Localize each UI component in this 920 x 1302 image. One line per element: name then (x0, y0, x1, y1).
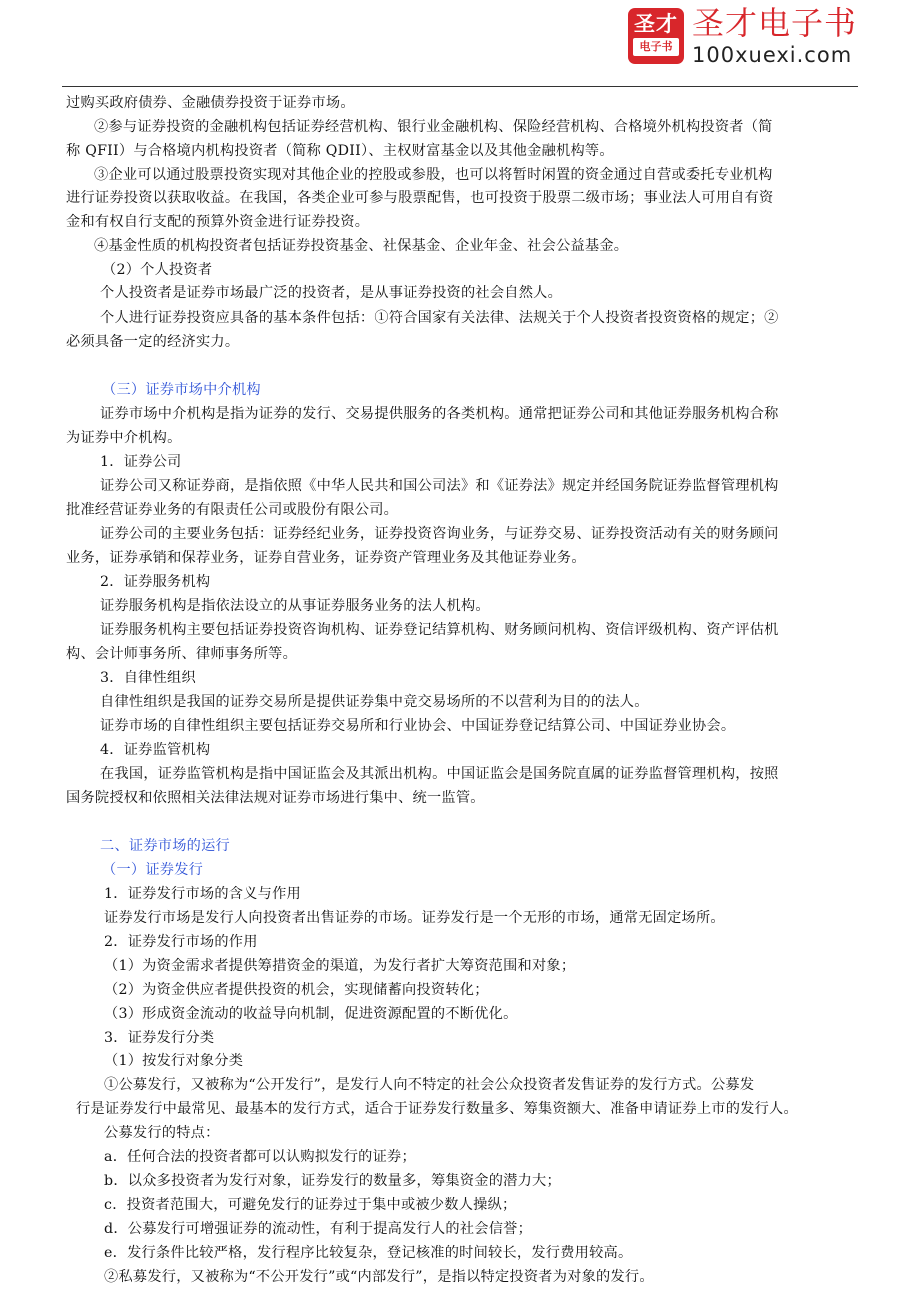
subheading: 1．证券公司 (100, 454, 182, 470)
text-line: 公募发行的特点： (104, 1125, 220, 1141)
subheading: 1．证券发行市场的含义与作用 (104, 886, 301, 902)
section-heading: 二、证券市场的运行 (100, 838, 230, 854)
brand-name: 圣才电子书 (692, 4, 858, 42)
subheading: （1）按发行对象分类 (104, 1053, 244, 1069)
text-line: 称 QFII）与合格境内机构投资者（简称 QDII）、主权财富基金以及其他金融机构等。 (66, 143, 614, 159)
subheading: 2．证券服务机构 (100, 574, 211, 590)
text-line: 个人投资者是证券市场最广泛的投资者，是从事证券投资的社会自然人。 (100, 285, 563, 301)
text-line: 证券服务机构是指依法设立的从事证券服务业务的法人机构。 (100, 598, 490, 614)
subheading: （2）个人投资者 (102, 262, 213, 278)
text-line: ②私募发行，又被称为“不公开发行”或“内部发行”，是指以特定投资者为对象的发行。 (104, 1269, 654, 1285)
brand-url[interactable]: 100xuexi.com (692, 43, 853, 67)
list-item: d．公募发行可增强证券的流动性，有利于提高发行人的社会信誉； (104, 1221, 533, 1237)
text-line: ①公募发行，又被称为“公开发行”，是发行人向不特定的社会公众投资者发售证券的发行方式。公募发 (104, 1077, 755, 1093)
text-line: 金和有权自行支配的预算外资金进行证券投资。 (66, 214, 370, 230)
text-line: 过购买政府债券、金融债券投资于证券市场。 (66, 95, 355, 111)
text-line: 批准经营证券业务的有限责任公司或股份有限公司。 (66, 502, 399, 518)
text-line: 证券市场的自律性组织主要包括证券交易所和行业协会、中国证券登记结算公司、中国证券业协会。 (100, 718, 736, 734)
text-line: 证券公司又称证券商，是指依照《中华人民共和国公司法》和《证券法》规定并经国务院证券监督管理机构 (100, 478, 779, 494)
list-item: c．投资者范围大，可避免发行的证券过于集中或被少数人操纵； (104, 1197, 517, 1213)
subheading: 3．证券发行分类 (104, 1030, 215, 1046)
text-line: 业务，证券承销和保荐业务，证券自营业务，证券资产管理业务及其他证券业务。 (66, 550, 586, 566)
section-heading: （一）证券发行 (102, 862, 204, 878)
text-line: 进行证券投资以获取收益。在我国，各类企业可参与股票配售，也可投资于股票二级市场；事业法人可用自有资 (66, 190, 774, 206)
page-header (0, 0, 920, 90)
list-item: b．以众多投资者为发行对象，证券发行的数量多，筹集资金的潜力大； (104, 1173, 561, 1189)
logo-bottom-text: 电子书 (633, 38, 679, 56)
subheading: 3．自律性组织 (100, 670, 196, 686)
text-line: 证券公司的主要业务包括：证券经纪业务，证券投资咨询业务，与证券交易、证券投资活动有关的财务顾问 (100, 526, 779, 542)
text-line: 构、会计师事务所、律师事务所等。 (66, 646, 298, 662)
logo-top-text: 圣才 (634, 12, 678, 36)
list-item: a．任何合法的投资者都可以认购拟发行的证券； (104, 1149, 416, 1165)
list-item: e．发行条件比较严格，发行程序比较复杂，登记核准的时间较长，发行费用较高。 (104, 1245, 633, 1261)
subheading: 4．证券监管机构 (100, 742, 211, 758)
text-line: 国务院授权和依照相关法律法规对证券市场进行集中、统一监管。 (66, 790, 485, 806)
section-heading: （三）证券市场中介机构 (102, 382, 261, 398)
text-line: ②参与证券投资的金融机构包括证券经营机构、银行业金融机构、保险经营机构、合格境外机构投资者（简 (94, 119, 773, 135)
list-item: （3）形成资金流动的收益导向机制，促进资源配置的不断优化。 (104, 1006, 518, 1022)
text-line: ④基金性质的机构投资者包括证券投资基金、社保基金、企业年金、社会公益基金。 (94, 238, 629, 254)
text-line: 行是证券发行中最常见、最基本的发行方式，适合于证券发行数量多、筹集资额大、准备申请证券上市的发行人。 (76, 1101, 798, 1117)
brand-logo (628, 8, 684, 64)
subheading: 2．证券发行市场的作用 (104, 934, 258, 950)
text-line: 必须具备一定的经济实力。 (66, 334, 240, 350)
text-line: 为证券中介机构。 (66, 430, 182, 446)
text-line: ③企业可以通过股票投资实现对其他企业的控股或参股，也可以将暂时闲置的资金通过自营或委托专业机构 (94, 167, 773, 183)
header-divider (62, 86, 858, 87)
text-line: 证券发行市场是发行人向投资者出售证券的市场。证券发行是一个无形的市场，通常无固定场所。 (104, 910, 725, 926)
text-line: 自律性组织是我国的证券交易所是提供证券集中竞交易场所的不以营利为目的的法人。 (100, 694, 649, 710)
text-line: 在我国，证券监管机构是指中国证监会及其派出机构。中国证监会是国务院直属的证券监督管理机构，按照 (100, 766, 779, 782)
text-line: 个人进行证券投资应具备的基本条件包括：①符合国家有关法律、法规关于个人投资者投资资格的规定；② (100, 310, 779, 326)
text-line: 证券服务机构主要包括证券投资咨询机构、证券登记结算机构、财务顾问机构、资信评级机构、资产评估机 (100, 622, 779, 638)
text-line: 证券市场中介机构是指为证券的发行、交易提供服务的各类机构。通常把证券公司和其他证券服务机构合称 (100, 406, 779, 422)
list-item: （1）为资金需求者提供筹措资金的渠道，为发行者扩大筹资范围和对象； (104, 958, 576, 974)
list-item: （2）为资金供应者提供投资的机会，实现储蓄向投资转化； (104, 982, 489, 998)
